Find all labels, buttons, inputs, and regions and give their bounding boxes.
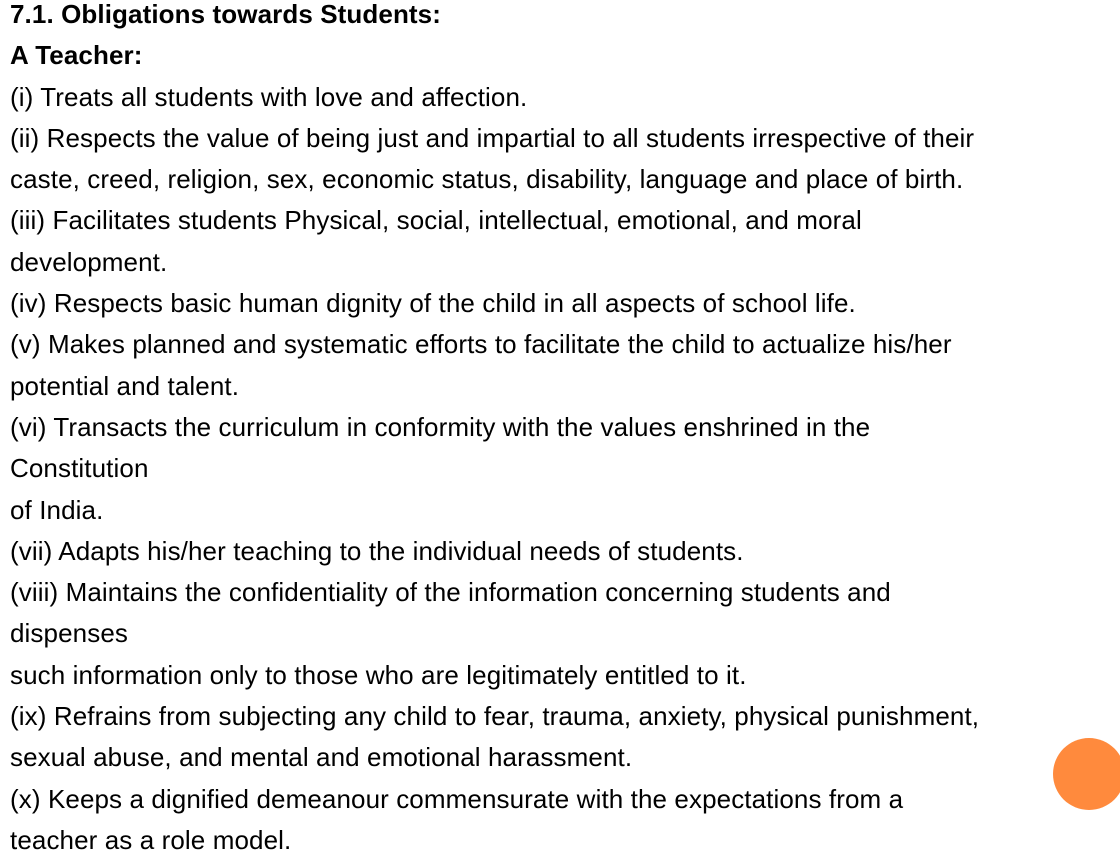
text-line: potential and talent. [10,370,240,401]
section-heading: 7.1. Obligations towards Students: [10,0,442,29]
text-line: dispenses [10,618,128,649]
text-line: (v) Makes planned and systematic efforts to facilitate the child to actualize his/her [10,329,952,360]
text-line: (ii) Respects the value of being just and impartial to all students irrespective of their [10,122,975,153]
text-line: (iv) Respects basic human dignity of the child in all aspects of school life. [10,288,856,319]
slide-content [10,0,1118,859]
text-line: of India. [10,494,104,525]
text-line: (vi) Transacts the curriculum in conformity with the values enshrined in the [10,411,871,442]
text-line: (ix) Refrains from subjecting any child to fear, trauma, anxiety, physical punishment, [10,701,980,732]
text-line: such information only to those who are legitimately entitled to it. [10,659,747,690]
text-line: sexual abuse, and mental and emotional harassment. [10,742,633,773]
text-line: (vii) Adapts his/her teaching to the individual needs of students. [10,535,744,566]
text-line: Constitution [10,453,149,484]
accent-circle-decoration [1053,738,1120,810]
text-line: caste, creed, religion, sex, economic status, disability, language and place of birth. [10,164,964,195]
text-line: (viii) Maintains the confidentiality of the information concerning students and [10,577,891,608]
text-line: (x) Keeps a dignified demeanour commensurate with the expectations from a [10,783,904,814]
text-line: (iii) Facilitates students Physical, social, intellectual, emotional, and moral [10,205,862,236]
text-line: development. [10,246,168,277]
text-line: (i) Treats all students with love and affection. [10,81,528,112]
subheading: A Teacher: [10,40,143,71]
text-line: teacher as a role model. [10,824,292,855]
